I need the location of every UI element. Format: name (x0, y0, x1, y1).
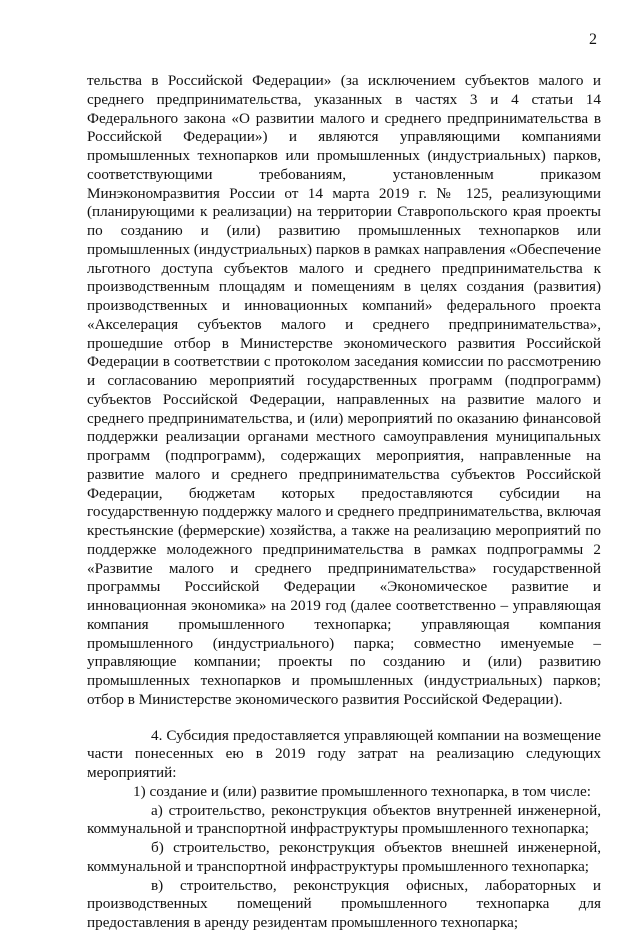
list-item-internal-infrastructure: а) строительство, реконструкция объектов внутренней инженерной, коммунальной и транспортной инфраструктуры промышленного технопарка; (87, 801, 601, 838)
list-item-technopark-development: 1) создание и (или) развитие промышленного технопарка, в том числе: (133, 782, 591, 800)
page-number: 2 (589, 31, 597, 48)
paragraph-gap (87, 710, 601, 727)
paragraph-eligibility: тельства в Российской Федерации» (за исключением субъектов малого и среднего предпринимательства, указанных в частях 3 и 4 статьи 14 Федерального закона «О развитии малого и среднего предпринимательства в Российской Федерации») и являются управляющими компаниями промышленных технопарков или промышленных (индустриальных) парков, соответствующими требованиям, установленным приказом Минэкономразвития России от 14 марта 2019 г. № 125, реализующими (планирующими к реализации) на территории Ставропольского края проекты по созданию и (или) развитию промышленных технопарков или промышленных (индустриальных) парков в рамках направления «Обеспечение льготного доступа субъектов малого и среднего предпринимательства к производственным площадям и помещениям в целях создания (развития) производственных и инновационных компаний» федерального проекта «Акселерация субъектов малого и среднего предпринимательства», прошедшие отбор в Министерстве экономического развития Российской Федерации в соответствии с протоколом заседания комиссии по рассмотрению и согласованию мероприятий государственных программ (подпрограмм) субъектов Российской Федерации, направленных на развитие малого и среднего предпринимательства, и (или) мероприятий по оказанию финансовой поддержки реализации органами местного самоуправления муниципальных программ (подпрограмм), содержащих мероприятия, направленные на развитие малого и среднего предпринимательства субъектов Российской Федерации, бюджетам которых предоставляются субсидии на государственную поддержку малого и среднего предпринимательства, включая крестьянские (фермерские) хозяйства, а также на реализацию мероприятий по поддержке молодежного предпринимательства в рамках подпрограммы 2 «Развитие малого и среднего предпринимательства» государственной программы Российской Федерации «Экономическое развитие и инновационная экономика» на 2019 год (далее соответственно – управляющая компания промышленного технопарка; управляющая компания промышленного (индустриального) парка; совместно именуемые – управляющие компании; проекты по созданию и (или) развитию промышленных технопарков и промышленных (индустриальных) парков; отбор в Министерстве экономического развития Российской Федерации). (87, 72, 601, 708)
document-body (87, 72, 601, 933)
list-item-office-premises: в) строительство, реконструкция офисных, лабораторных и производственных помещений промышленного технопарка для предоставления в аренду резидентам промышленного технопарка; (87, 876, 601, 931)
list-item-external-infrastructure: б) строительство, реконструкция объектов внешней инженерной, коммунальной и транспортной инфраструктуры промышленного технопарка; (87, 839, 601, 875)
paragraph-subsidy-provision: 4. Субсидия предоставляется управляющей компании на возмещение части понесенных ею в 2019 году затрат на реализацию следующих мероприятий: (87, 726, 601, 781)
